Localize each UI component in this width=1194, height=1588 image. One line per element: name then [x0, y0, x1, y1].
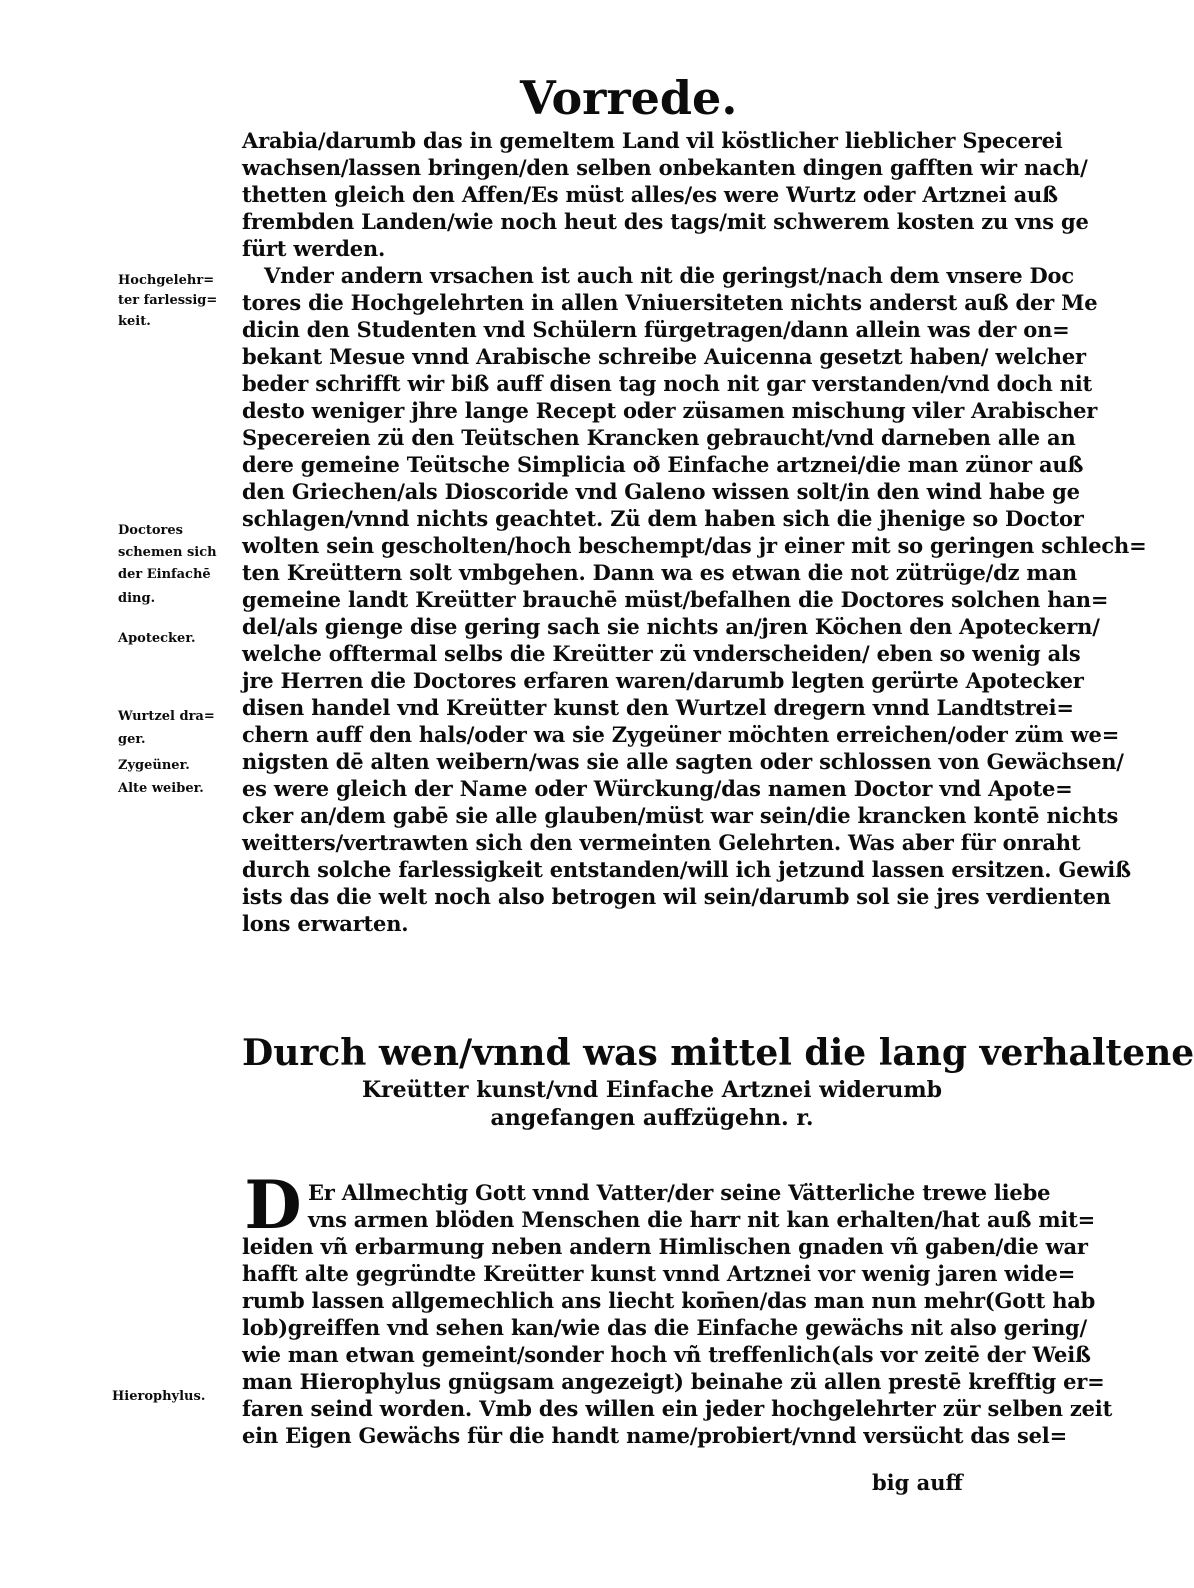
- text-line: ein Eigen Gewächs für die handt name/probiert/vnnd versücht das sel=: [242, 1423, 1067, 1448]
- text-line: wolten sein gescholten/hoch beschempt/das jr einer mit so geringen schlech=: [242, 533, 1147, 558]
- text-line: man Hierophylus gnügsam angezeigt) beinahe zü allen prestē krefftig er=: [242, 1369, 1105, 1394]
- margin-note: Zygeüner.: [118, 758, 190, 773]
- drop-cap: D: [244, 1166, 302, 1244]
- text-line: rumb lassen allgemechlich ans liecht kom̄en/das man nun mehr(Gott hab: [242, 1288, 1096, 1313]
- text-line: thetten gleich den Affen/Es müst alles/es were Wurtz oder Artznei auß: [242, 182, 1058, 207]
- text-line: den Griechen/als Dioscoride vnd Galeno wissen solt/in den wind habe ge: [242, 479, 1080, 504]
- text-line: fürt werden.: [242, 236, 386, 261]
- text-line: dicin den Studenten vnd Schülern fürgetragen/dann allein was der on=: [242, 317, 1070, 342]
- text-line: faren seind worden. Vmb des willen ein jeder hochgelehrter zür selben zeit: [242, 1396, 1113, 1421]
- chapter-heading-line: Durch wen/vnnd was mittel die lang verhaltene: [242, 1032, 1194, 1074]
- margin-note: ger.: [118, 732, 146, 747]
- margin-note: schemen sich: [118, 545, 217, 560]
- text-line: gemeine landt Kreütter brauchē müst/befalhen die Doctores solchen han=: [242, 587, 1109, 612]
- text-line: Arabia/darumb das in gemeltem Land vil köstlicher lieblicher Specerei: [242, 128, 1063, 153]
- text-line: disen handel vnd Kreütter kunst den Wurtzel dregern vnnd Landtstrei=: [242, 695, 1074, 720]
- margin-note: Hochgelehr=: [118, 273, 215, 288]
- margin-note: der Einfachē: [118, 567, 211, 582]
- margin-note: ter farlessig=: [118, 293, 218, 308]
- text-line: wachsen/lassen bringen/den selben onbekanten dingen gafften wir nach/: [242, 155, 1088, 180]
- chapter-heading: [242, 1030, 1194, 1132]
- text-line: nigsten dē alten weibern/was sie alle sagten oder schlossen von Gewächsen/: [242, 749, 1124, 774]
- text-line: lob)greiffen vnd sehen kan/wie das die Einfache gewächs nit also gering/: [242, 1315, 1087, 1340]
- chapter-heading-line: Kreütter kunst/vnd Einfache Artznei widerumb: [361, 1077, 943, 1103]
- text-line: weitters/vertrawten sich den vermeinten Gelehrten. Was aber für onraht: [242, 830, 1081, 855]
- text-line: jre Herren die Doctores erfaren waren/darumb legten gerürte Apotecker: [242, 668, 1084, 693]
- text-line: beder schrifft wir biß auff disen tag noch nit gar verstanden/vnd doch nit: [242, 371, 1093, 396]
- text-line: wie man etwan gemeint/sonder hoch vñ treffenlich(als vor zeitē der Weiß: [242, 1342, 1091, 1367]
- margin-note: keit.: [118, 314, 151, 329]
- text-line: vns armen blöden Menschen die harr nit kan erhalten/hat auß mit=: [308, 1207, 1096, 1232]
- text-line: Vnder andern vrsachen ist auch nit die geringst/nach dem vnsere Doc: [264, 263, 1074, 288]
- text-line: ten Kreüttern solt vmbgehen. Dann wa es etwan die not zütrüge/dz man: [242, 560, 1077, 585]
- text-line: Er Allmechtig Gott vnnd Vatter/der seine Vätterliche trewe liebe: [308, 1180, 1051, 1205]
- text-line: bekant Mesue vnnd Arabische schreibe Auicenna gesetzt haben/ welcher: [242, 344, 1086, 369]
- margin-note: ding.: [118, 591, 156, 606]
- margin-note: Doctores: [118, 523, 183, 538]
- catchword: big auff: [872, 1470, 963, 1495]
- margin-note: Wurtzel dra=: [118, 709, 215, 724]
- chapter-text: [242, 1180, 1113, 1450]
- text-line: frembden Landen/wie noch heut des tags/mit schwerem kosten zu vns ge: [242, 209, 1089, 234]
- text-line: del/als gienge dise gering sach sie nichts an/jren Köchen den Apoteckern/: [242, 614, 1100, 639]
- margin-note: Alte weiber.: [118, 781, 204, 796]
- page-title: Vorrede.: [520, 71, 738, 125]
- text-line: chern auff den hals/oder wa sie Zygeüner möchten erreichen/oder züm we=: [242, 722, 1120, 747]
- text-line: lons erwarten.: [242, 911, 409, 936]
- text-line: Specereien zü den Teütschen Krancken gebraucht/vnd darneben alle an: [242, 425, 1076, 450]
- text-line: cker an/dem gabē sie alle glauben/müst war sein/die krancken kontē nichts: [242, 803, 1119, 828]
- margin-note: Hierophylus.: [112, 1389, 206, 1404]
- text-line: hafft alte gegründte Kreütter kunst vnnd Artznei vor wenig jaren wide=: [242, 1261, 1076, 1286]
- text-line: welche offtermal selbs die Kreütter zü vnderscheiden/ eben so wenig als: [242, 641, 1081, 666]
- text-line: es were gleich der Name oder Würckung/das namen Doctor vnd Apote=: [242, 776, 1073, 801]
- preface-text: [242, 128, 1147, 938]
- text-line: desto weniger jhre lange Recept oder züsamen mischung viler Arabischer: [242, 398, 1098, 423]
- text-line: tores die Hochgelehrten in allen Vniuersiteten nichts anderst auß der Me: [242, 290, 1098, 315]
- text-line: dere gemeine Teütsche Simplicia oð Einfache artznei/die man zünor auß: [242, 452, 1084, 477]
- text-line: schlagen/vnnd nichts geachtet. Zü dem haben sich die jhenige so Doctor: [242, 506, 1084, 531]
- text-line: durch solche farlessigkeit entstanden/will ich jetzund lassen ersitzen. Gewiß: [242, 857, 1131, 882]
- chapter-heading-line: angefangen auffzügehn. r.: [490, 1105, 814, 1131]
- text-line: ists das die welt noch also betrogen wil sein/darumb sol sie jres verdienten: [242, 884, 1111, 909]
- margin-note: Apotecker.: [118, 631, 196, 646]
- text-line: leiden vñ erbarmung neben andern Himlischen gnaden vñ gaben/die war: [242, 1234, 1088, 1259]
